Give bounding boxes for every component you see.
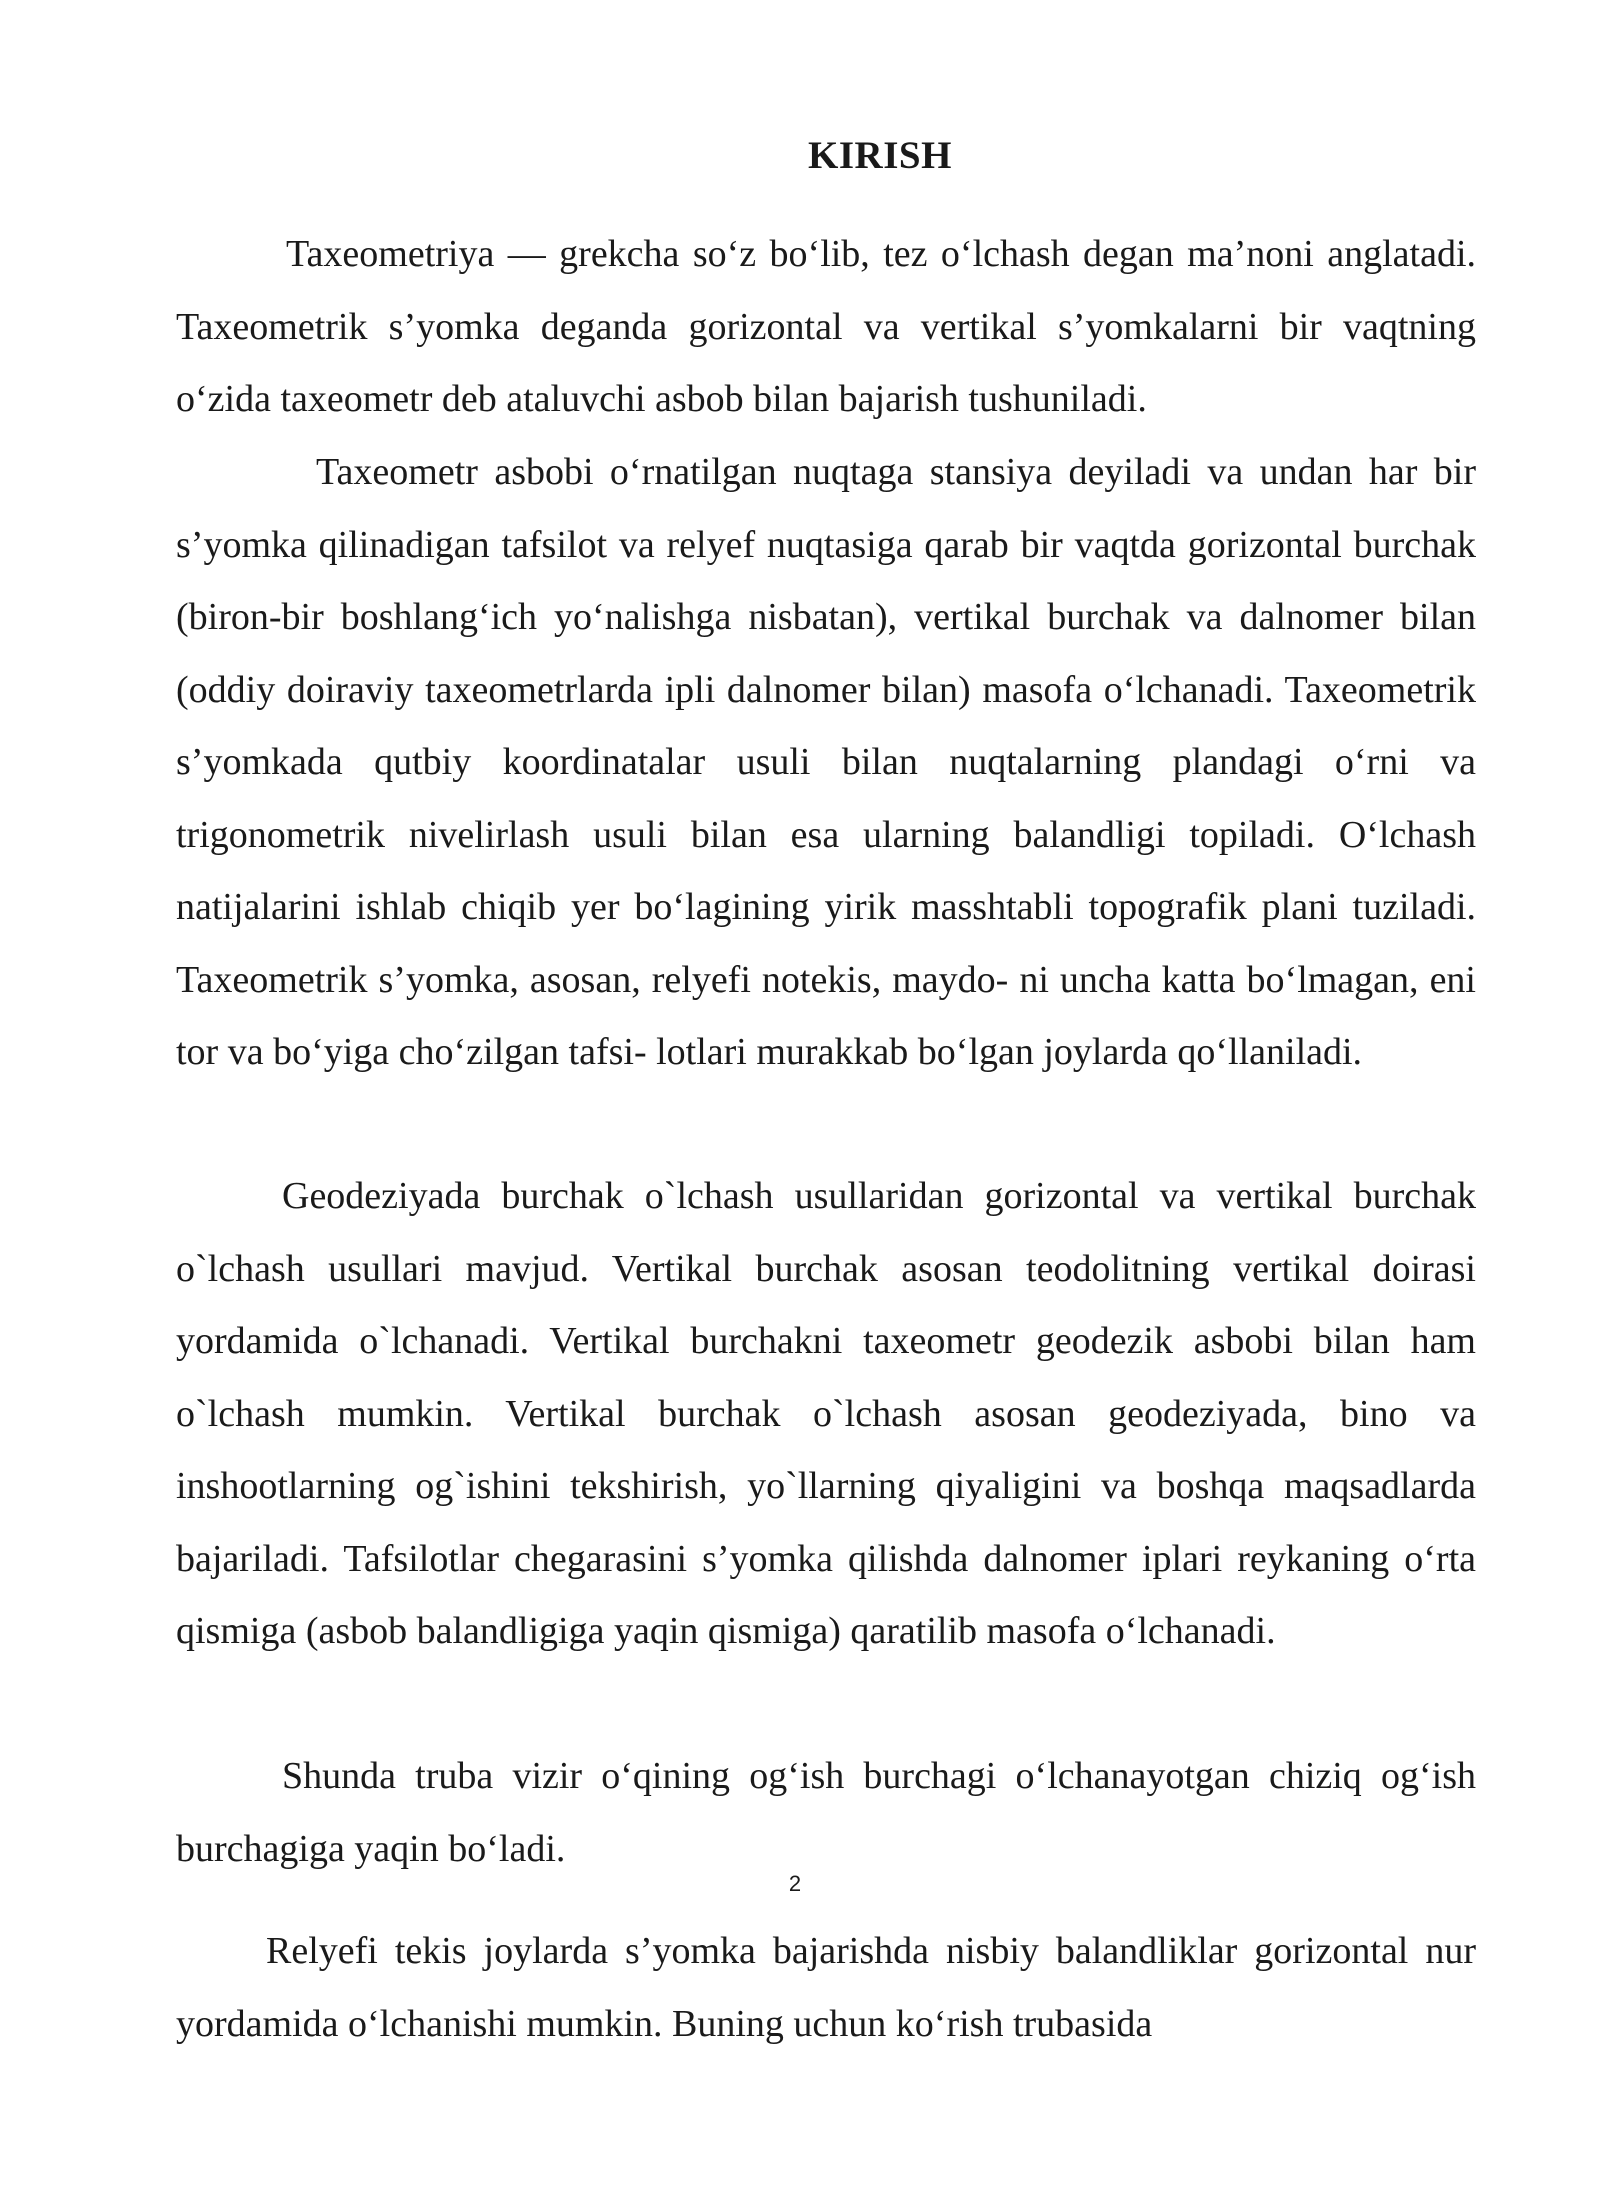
paragraph-flat-relief: Relyefi tekis joylarda s’yomka bajarishda nisbiy balandliklar gorizontal nur yordamida o‘lchanishi mumkin. Buning uchun ko‘rish trubasida — [176, 1930, 1476, 2045]
paragraph-tilt-angle: Shunda truba vizir o‘qining og‘ish burchagi o‘lchanayotgan chiziq og‘ish burchagiga yaqin bo‘ladi. — [176, 1755, 1476, 1870]
paragraph-taxeometriya-definition: Taxeometriya — grekcha so‘z bo‘lib, tez o‘lchash degan ma’noni anglatadi. Taxeometrik s’yomka deganda gorizontal va vertikal s’yomkalarni bir vaqtning o‘zida taxeometr deb ataluvchi asbob bilan bajarish tushuniladi. — [176, 233, 1476, 420]
document-title: KIRISH — [808, 134, 952, 177]
paragraph-vertical-angle: Geodeziyada burchak o`lchash usullaridan gorizontal va vertikal burchak o`lchash usullari mavjud. Vertikal burchak asosan teodolitning vertikal doirasi yordamida o`lchanadi. Vertikal burchakni taxeometr geodezik asbobi bilan ham o`lchash mumkin. Vertikal burchak o`lchash asosan geodeziyada, bino va inshootlarning og`ishini tekshirish, yo`llarning qiyaligini va boshqa maqsadlarda bajariladi. Tafsilotlar chegarasini s’yomka qilishda dalnomer iplari reykaning o‘rta qismiga (asbob balandligiga yaqin qismiga) qaratilib masofa o‘lchanadi. — [176, 1175, 1476, 1652]
page-number: 2 — [788, 1871, 802, 1896]
paragraph-taxeometr-station: Taxeometr asbobi o‘rnatilgan nuqtaga stansiya deyiladi va undan har bir s’yomka qilinadigan tafsilot va relyef nuqtasiga qarab bir vaqtda gorizontal burchak (biron-bir boshlang‘ich yo‘nalishga nisbatan), vertikal burchak va dalnomer bilan (oddiy doiraviy taxeometrlarda ipli dalnomer bilan) masofa o‘lchanadi. Taxeometrik s’yomkada qutbiy koordinatalar usuli bilan nuqtalarning plandagi o‘rni va trigonometrik nivelirlash usuli bilan esa ularning balandligi topiladi. O‘lchash natijalarini ishlab chiqib yer bo‘lagining yirik masshtabli topografik plani tuziladi. Taxeometrik s’yomka, asosan, relyefi notekis, maydo- ni uncha katta bo‘lmagan, eni tor va bo‘yiga cho‘zilgan tafsi- lotlari murakkab bo‘lgan joylarda qo‘llaniladi. — [176, 451, 1476, 1073]
